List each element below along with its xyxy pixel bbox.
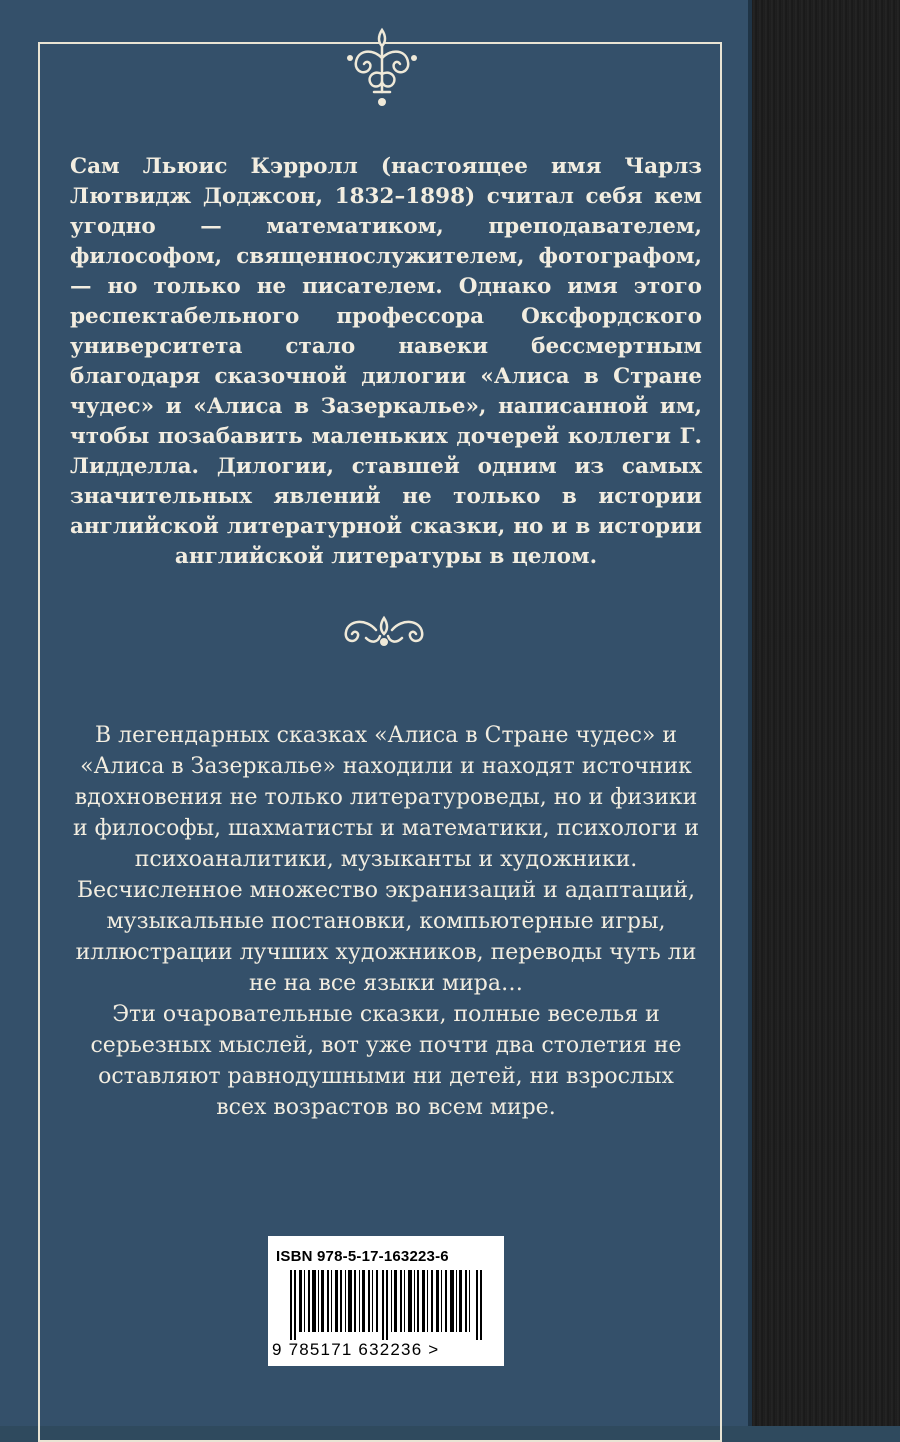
description-paragraph: Эти очаровательные сказки, полные веселья и серьезных мыслей, вот уже почти два столетия не оставляют равнодушными ни детей, ни взрослых всех возрастов во всем мире.: [90, 1002, 682, 1120]
author-annotation: Сам Льюис Кэрролл (настоящее имя Чарлз Лютвидж Доджсон, 1832–1898) считал себя кем угодно — математиком, преподавателем, философом, священнослужителем, фотографом, — но только не писателем. Однако имя этого респектабельного профессора Оксфордского университета стало навеки бессмертным благодаря сказочной дилогии «Алиса в Стране чудес» и «Алиса в Зазеркалье», написанной им, чтобы позабавить маленьких дочерей коллеги Г. Лидделла. Дилогии, ставшей одним из самых значительных явлений не только в истории английской литературной сказки, но и в истории английской литературы в целом.: [70, 154, 702, 569]
barcode-icon: [290, 1270, 482, 1340]
barcode-label: [268, 1236, 504, 1366]
book-description: [70, 720, 702, 1123]
barcode-digits: 9 785171 632236 >: [272, 1340, 440, 1359]
book-spine: [752, 0, 900, 1426]
description-paragraph: Бесчисленное множество экранизаций и адаптаций, музыкальные постановки, компьютерные игры, иллюстрации лучших художников, переводы чуть ли не на все языки мира…: [75, 878, 697, 996]
scroll-ornament-icon: [336, 608, 432, 652]
description-paragraph: В легендарных сказках «Алиса в Стране чудес» и «Алиса в Зазеркалье» находили и находят источник вдохновения не только литературоведы, но и физики и философы, шахматисты и математики, психологи и психоаналитики, музыканты и художники.: [73, 723, 699, 872]
fleur-ornament-icon: [334, 18, 430, 114]
isbn-number: ISBN 978-5-17-163223-6: [276, 1248, 449, 1265]
